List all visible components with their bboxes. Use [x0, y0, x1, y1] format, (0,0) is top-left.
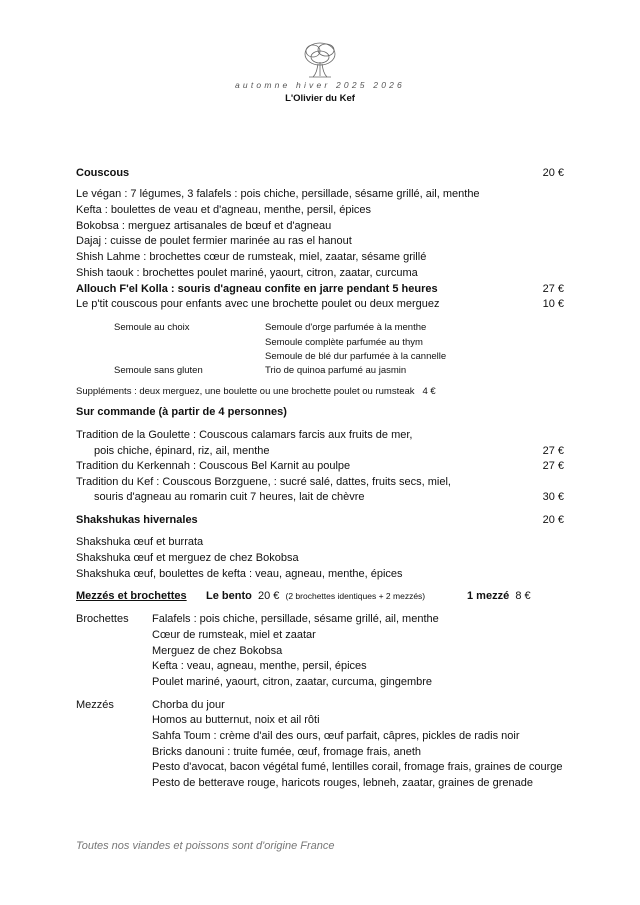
shakshuka-item: Shakshuka œuf et merguez de chez Bokobsa	[76, 552, 299, 564]
mezze-item: Pesto d'avocat, bacon végétal fumé, lentilles corail, fromage frais, graines de courge	[152, 761, 563, 773]
brochette-item: Poulet mariné, yaourt, citron, zaatar, curcuma, gingembre	[152, 676, 433, 688]
brochette-item: Falafels : pois chiche, persillade, sésame grillé, ail, menthe	[152, 613, 439, 625]
couscous-item: Kefta : boulettes de veau et d'agneau, menthe, persil, épices	[76, 204, 372, 216]
couscous-item: Dajaj : cuisse de poulet fermier marinée au ras el hanout	[76, 235, 352, 247]
couscous-item: Le végan : 7 légumes, 3 falafels : pois chiche, persillade, sésame grillé, ail, menthe	[76, 188, 480, 200]
kef-line-1: Tradition du Kef : Couscous Borzguene, : sucré salé, dattes, fruits secs, miel,	[76, 476, 451, 488]
mezze-item: Chorba du jour	[152, 699, 225, 711]
mezze-item: Bricks danouni : truite fumée, œuf, fromage frais, aneth	[152, 746, 422, 758]
couscous-title: Couscous	[76, 167, 130, 179]
brochette-item: Merguez de chez Bokobsa	[152, 645, 283, 657]
shakshuka-item: Shakshuka œuf et burrata	[76, 536, 204, 548]
semoule-option: Trio de quinoa parfumé au jasmin	[265, 365, 407, 376]
season-label: automne hiver 2025 2026	[234, 80, 405, 90]
goulette-line-1: Tradition de la Goulette : Couscous calamars farcis aux fruits de mer,	[76, 429, 413, 441]
shakshukas-title: Shakshukas hivernales	[76, 514, 198, 526]
one-mezze-line	[467, 590, 531, 603]
mezzes-label: Mezzés	[76, 699, 114, 711]
couscous-special: Allouch F'el Kolla : souris d'agneau confite en jarre pendant 5 heures	[76, 283, 438, 295]
couscous-item: Shish taouk : brochettes poulet mariné, yaourt, citron, zaatar, curcuma	[76, 267, 418, 279]
couscous-item: Shish Lahme : brochettes cœur de rumsteak, miel, zaatar, sésame grillé	[76, 251, 427, 263]
mezze-item: Sahfa Toum : crème d'ail des ours, œuf parfait, câpres, pickles de radis noir	[152, 730, 520, 742]
goulette-price: 27 €	[542, 445, 564, 457]
shakshuka-item: Shakshuka œuf, boulettes de kefta : veau, agneau, menthe, épices	[76, 568, 403, 580]
brochettes-label: Brochettes	[76, 613, 129, 625]
brochette-item: Kefta : veau, agneau, menthe, persil, épices	[152, 660, 367, 672]
bento-label: Le bento	[206, 590, 252, 602]
kef-line-2: souris d'agneau au romarin cuit 7 heures, lait de chèvre	[94, 491, 365, 503]
semoule-label: Semoule au choix	[114, 322, 190, 333]
supplements-text: Suppléments : deux merguez, une boulette ou une brochette poulet ou rumsteak 4 €	[76, 386, 436, 397]
olive-tree-icon	[299, 40, 341, 80]
origin-footer: Toutes nos viandes et poissons sont d'origine France	[76, 840, 335, 852]
kef-price: 30 €	[542, 491, 564, 503]
restaurant-name: L'Olivier du Kef	[285, 93, 355, 104]
brochette-item: Cœur de rumsteak, miel et zaatar	[152, 629, 316, 641]
shakshukas-price: 20 €	[542, 514, 564, 526]
couscous-special-price: 27 €	[542, 283, 564, 295]
semoule-option: Semoule d'orge parfumée à la menthe	[265, 322, 427, 333]
mezze-item: Pesto de betterave rouge, haricots rouges, lebneh, zaatar, graines de grenade	[152, 777, 533, 789]
one-mezze-price: 8 €	[515, 590, 531, 602]
semoule-option: Semoule de blé dur parfumée à la cannelle	[265, 351, 447, 362]
semoule-option: Semoule complète parfumée au thym	[265, 337, 423, 348]
bento-price: 20 €	[257, 590, 280, 602]
couscous-kids-price: 10 €	[542, 298, 564, 310]
one-mezze-label: 1 mezzé	[467, 590, 510, 602]
couscous-item: Bokobsa : merguez artisanales de bœuf et d'agneau	[76, 220, 332, 232]
gluten-free-label: Semoule sans gluten	[114, 365, 203, 376]
couscous-kids: Le p'tit couscous pour enfants avec une brochette poulet ou deux merguez	[76, 298, 440, 310]
mezze-item: Homos au butternut, noix et ail rôti	[152, 714, 320, 726]
couscous-price: 20 €	[542, 167, 564, 179]
goulette-line-2: pois chiche, épinard, riz, ail, menthe	[94, 445, 270, 457]
kerkennah-line: Tradition du Kerkennah : Couscous Bel Karnit au poulpe	[76, 460, 351, 472]
kerkennah-price: 27 €	[542, 460, 564, 472]
mezzes-title: Mezzés et brochettes	[76, 590, 187, 602]
commande-title: Sur commande (à partir de 4 personnes)	[76, 406, 287, 418]
bento-line	[206, 590, 425, 603]
bento-note: (2 brochettes identiques + 2 mezzés)	[285, 591, 426, 601]
supplements-price: 4 €	[422, 386, 436, 397]
